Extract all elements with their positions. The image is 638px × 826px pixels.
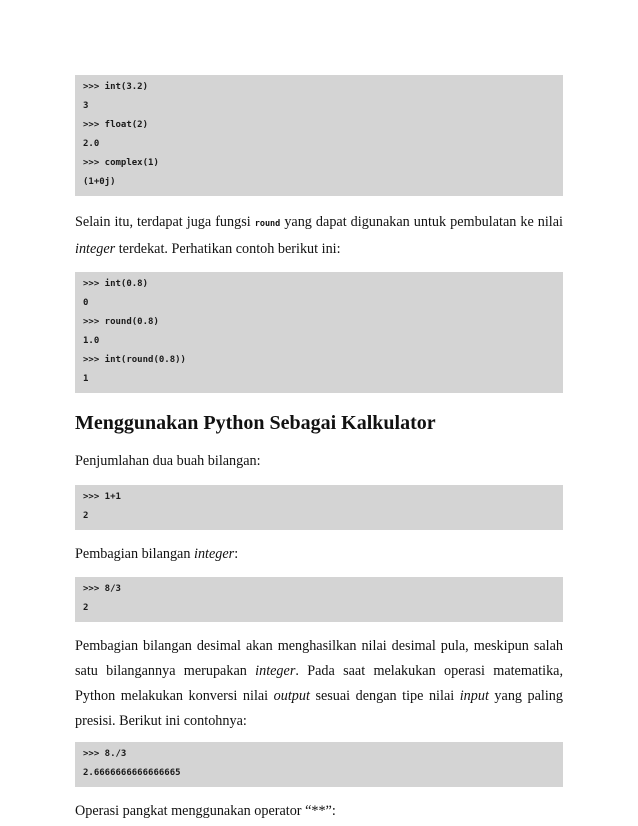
code-block-integer-division [75,577,563,622]
paragraph-integer-division [75,542,563,567]
text-span: yang paling presisi. Berikut ini contohnya: [75,688,563,729]
paragraph-decimal-division [75,634,563,734]
code-line: >>> float(2) [83,120,149,130]
code-line: >>> round(0.8) [83,317,159,327]
code-line: 2.0 [83,139,100,149]
paragraph-addition: Penjumlahan dua buah bilangan: [75,453,261,469]
emphasis-integer: integer [194,546,235,562]
code-line: >>> 8/3 [83,584,121,594]
code-line: >>> 1+1 [83,492,121,502]
code-line: 0 [83,298,89,308]
text-span: Pembagian bilangan [75,546,194,562]
code-line: >>> int(3.2) [83,82,149,92]
code-line: 2 [83,511,89,521]
paragraph-round [75,210,563,262]
code-line: >>> int(0.8) [83,279,149,289]
code-line: 3 [83,101,89,111]
code-line: 2 [83,603,89,613]
text-span: Selain itu, terdapat juga fungsi [75,214,255,230]
text-span: . Pada saat melakukan operasi matematika, Python melakukan konversi nilai [75,663,564,704]
emphasis-input: input [459,688,489,704]
text-span: Pembagian bilangan desimal akan menghasilkan nilai desimal pula, meskipun salah satu bilangannya merupakan [75,638,563,679]
code-line: 2.6666666666666665 [83,768,181,778]
paragraph-power: Operasi pangkat menggunakan operator “**”: [75,803,336,819]
inline-code-round: round [254,219,281,229]
document-page [75,75,563,824]
emphasis-integer: integer [255,663,296,679]
code-line: >>> 8./3 [83,749,127,759]
code-block-addition [75,485,563,530]
emphasis-integer: integer [75,241,116,257]
text-span: terdekat. Perhatikan contoh berikut ini: [115,241,341,257]
code-line: (1+0j) [83,177,116,187]
code-block-round [75,272,563,393]
section-heading: Menggunakan Python Sebagai Kalkulator [75,412,436,434]
text-span: yang dapat digunakan untuk pembulatan ke nilai [280,214,563,230]
code-line: 1 [83,374,89,384]
code-line: >>> complex(1) [83,158,159,168]
code-block-conversion [75,75,563,196]
code-line: >>> int(round(0.8)) [83,355,186,365]
code-block-float-division [75,742,563,787]
text-span: sesuai dengan tipe nilai [309,688,460,704]
emphasis-output: output [273,688,310,704]
code-line: 1.0 [83,336,100,346]
text-span: : [234,546,239,562]
